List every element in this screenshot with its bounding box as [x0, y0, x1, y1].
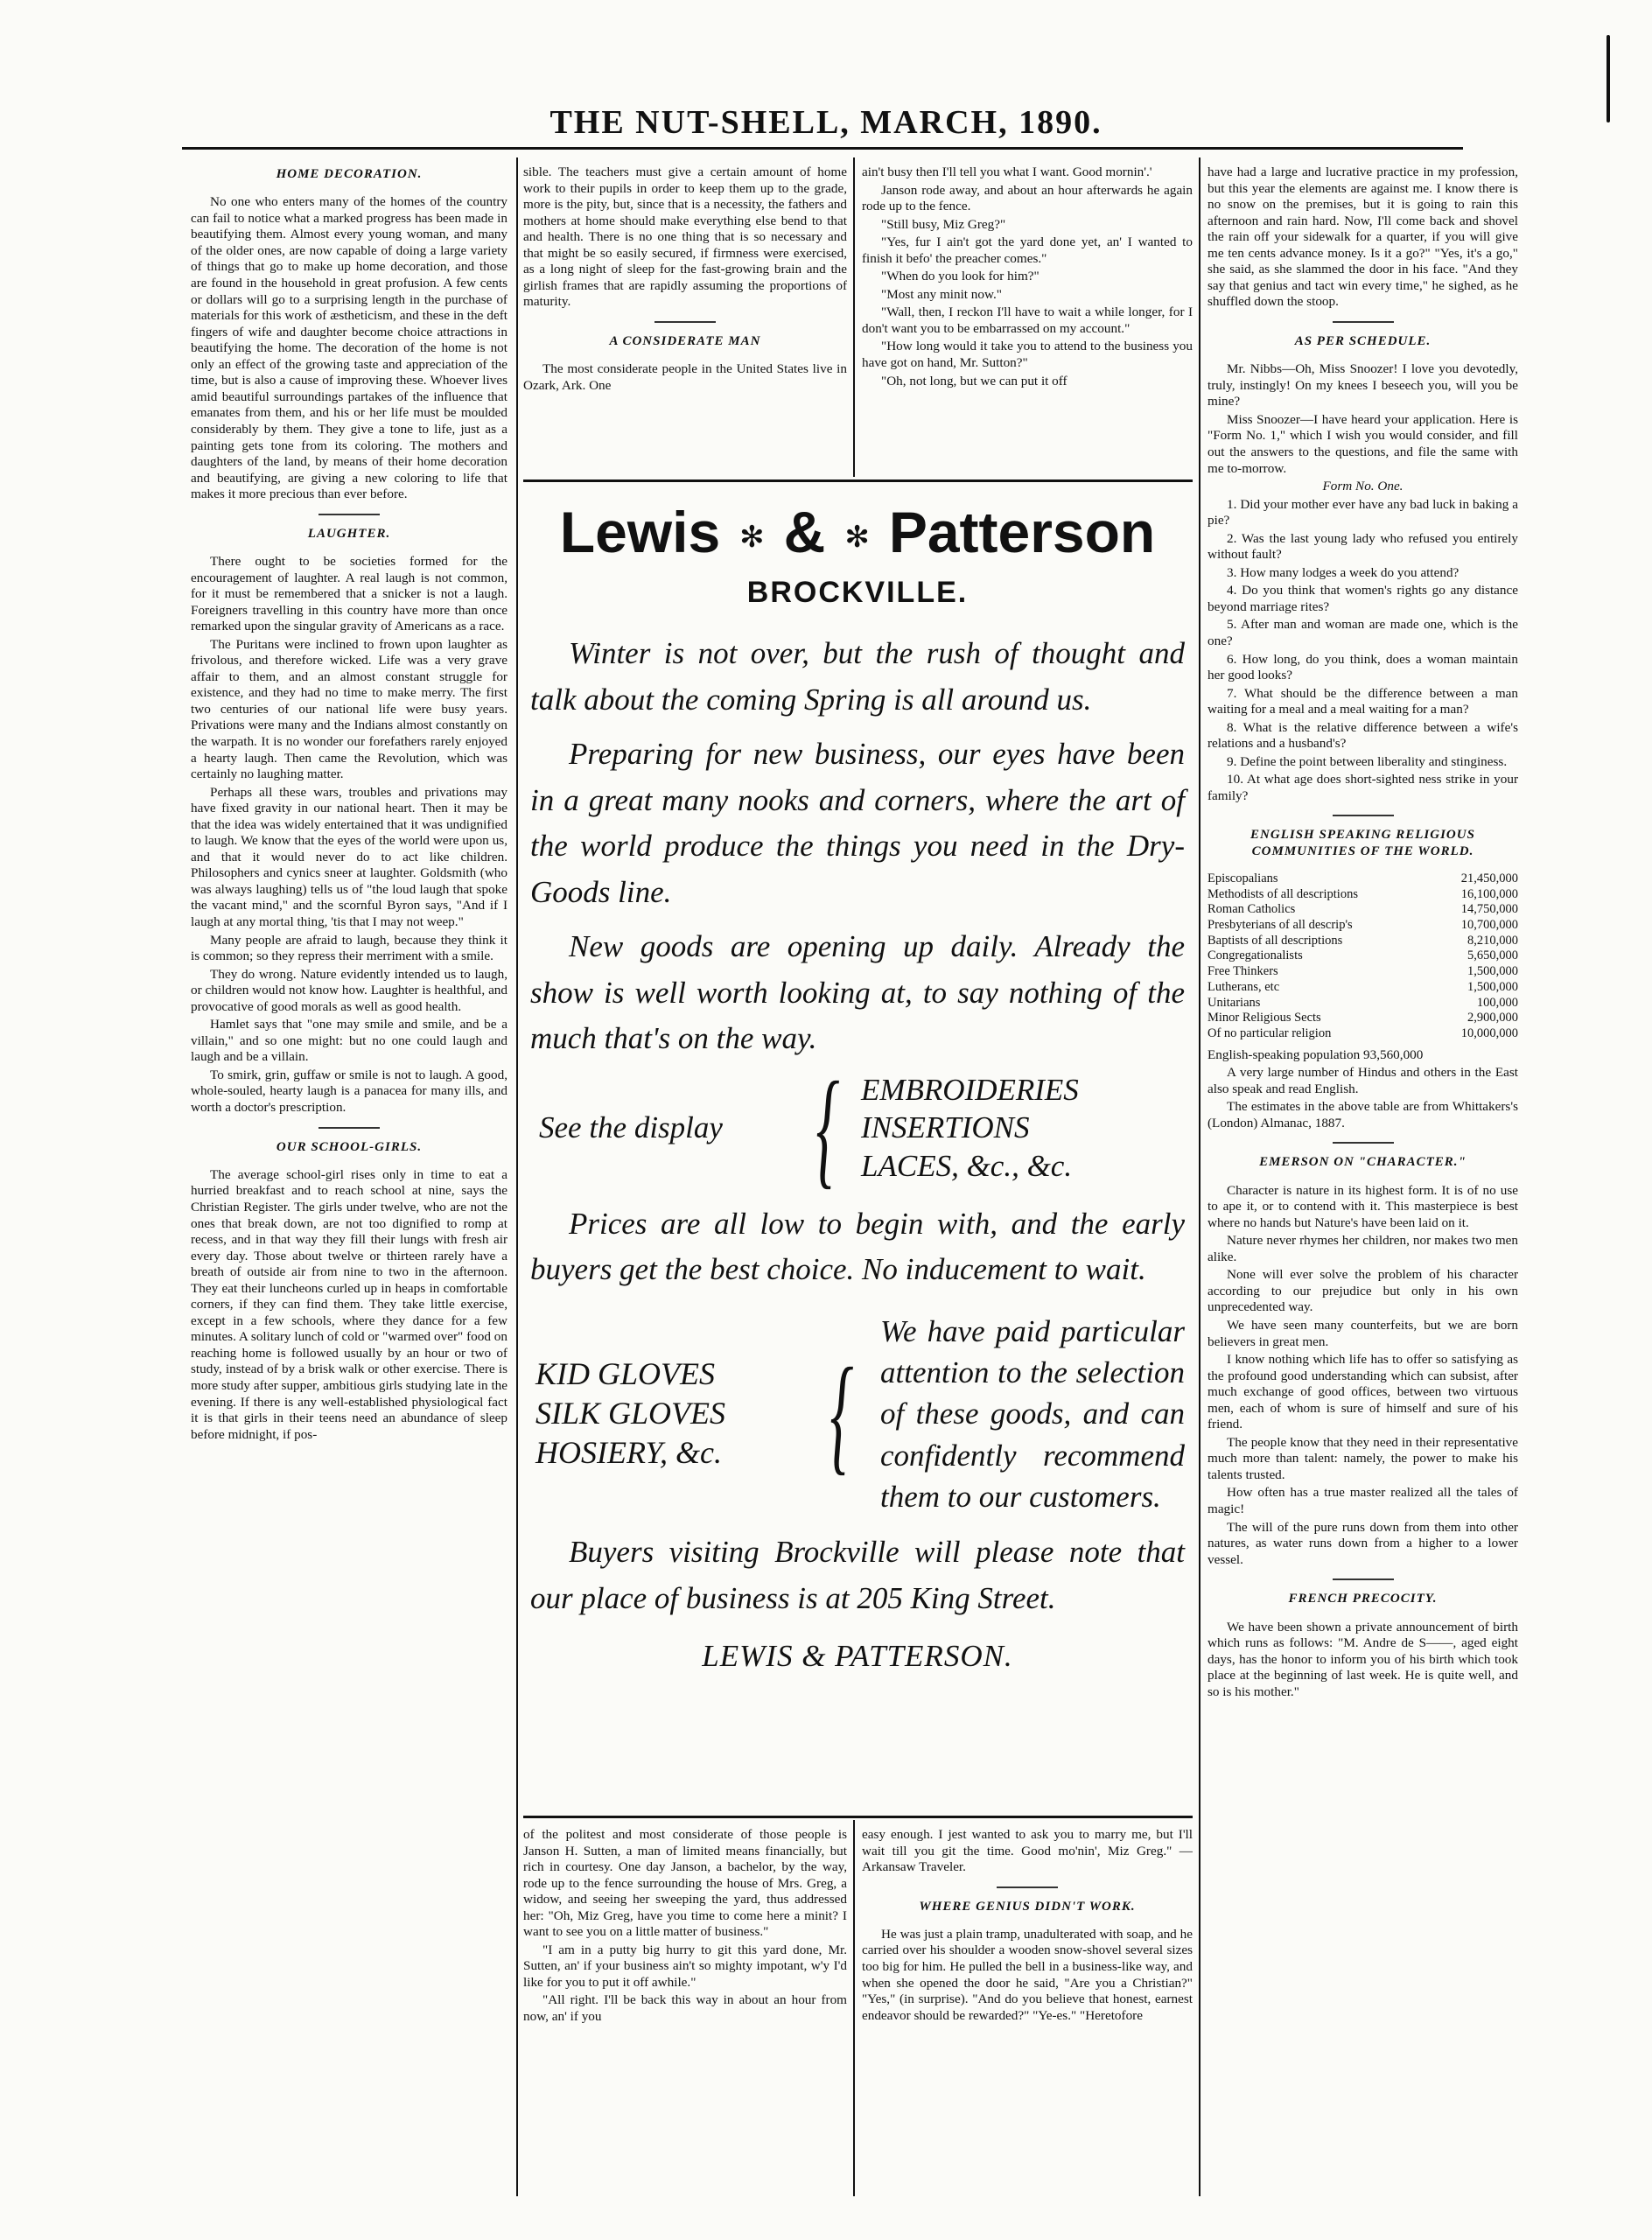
emerson-paragraph: Nature never rhymes her children, nor makes two men alike.: [1208, 1233, 1518, 1264]
column-3-top: [862, 164, 1193, 480]
table-cell: Lutherans, etc: [1208, 979, 1280, 994]
gloves-item: HOSIERY, &c.: [536, 1435, 723, 1471]
laughter-title: LAUGHTER.: [307, 526, 391, 541]
laughter-paragraph: The Puritans were inclined to frown upon laughter as frivolous, and therefore wicked. Life was a very grave affair to them, and an almost constant struggle for existence, and they had no time to make merry. The first two centuries of our national life were busy years. Privations were many and the Indians almost constantly on the warpath. It is no wonder our forefathers rarely enjoyed a hearty laugh. Then came the Revolution, which was certainly no laughing matter.: [191, 636, 508, 782]
ad-title: [525, 499, 1190, 565]
emerson-paragraph: We have seen many counterfeits, but we are born believers in great men.: [1208, 1318, 1518, 1349]
genius-title: WHERE GENIUS DIDN'T WORK.: [919, 1899, 1136, 1914]
schedule-paragraph: Miss Snoozer—I have heard your application. Here is "Form No. 1," which I wish you would consider, and fill out the answers to the questions, and file the same with me to-morrow.: [1208, 411, 1518, 476]
column-4: [1208, 164, 1518, 2203]
table-cell: Episcopalians: [1208, 872, 1278, 886]
table-cell: 5,650,000: [1467, 948, 1518, 963]
column-rule-1: [516, 158, 518, 2196]
ad-paragraph: Preparing for new business, our eyes have been in a great many nooks and corners, where the art of the world produce the things you need in the Dry-Goods line.: [530, 737, 1185, 909]
page-edge-mark: [1606, 35, 1610, 122]
table-cell: 10,700,000: [1460, 918, 1518, 933]
column-rule-2: [853, 158, 855, 477]
schedule-paragraph: Mr. Nibbs—Oh, Miss Snoozer! I love you devotedly, truly, instingly! On my knees I beseech you, will you be mine?: [1208, 361, 1518, 410]
home-decoration-title: HOME DECORATION.: [276, 167, 423, 181]
table-row: [1208, 1026, 1518, 1042]
school-girls-continued: sible. The teachers must give a certain amount of home work to their pupils in order to keep them up to the grade, more is the pity, but, since that is a necessity, the fathers and mothers at home should make everything else bend to that and health. There is no one thing that is so necessary and that might be so easily secured, if firmness were exercised, as a long night of sleep for the fast-growing brain and the girlish frames that are rapidly assuming the proportions of maturity.: [523, 164, 847, 310]
form-question: 8. What is the relative difference between a wife's relations and a husband's?: [1208, 719, 1518, 752]
laughter-paragraph: To smirk, grin, guffaw or smile is not to laugh. A good, whole-souled, hearty laugh is a panacea for many ills, and worth a doctor's prescription.: [191, 1067, 508, 1116]
divider: [1333, 321, 1394, 323]
table-cell: Free Thinkers: [1208, 964, 1278, 979]
form-question: 5. After man and woman are made one, which is the one?: [1208, 617, 1518, 648]
emerson-paragraph: None will ever solve the problem of his character according to our prejudice but only in his own unprecedented way.: [1208, 1267, 1518, 1315]
display-label: See the display: [539, 1110, 723, 1144]
considerate-man-title: A CONSIDERATE MAN: [609, 333, 761, 348]
gloves-item: KID GLOVES: [536, 1356, 715, 1392]
form-question: 7. What should be the difference between a man waiting for a meal and a meal waiting for a man?: [1208, 685, 1518, 718]
home-decoration-text: No one who enters many of the homes of the country can fail to notice what a marked progress has been made in beautifying them. Almost every young woman, and many of the older ones, are now capable of doing a large variety of things that go to make up home decoration, and those are found in the household in great profusion. A few cents or dollars will go to a surprising length in the purchase of materials for this work of æstheticism, and these in the deft fingers of wife and daughter become choice attractions in beautifying the home. The decoration of the home is not only an effect of the growing taste and appreciation of the time, but is also a cause of improving these. Whoever lives amid beautiful surroundings partakes of the influence that emanates from them, and his or her life must be moulded considerably by them. They give a tone to life, just as a painting gets tone from its coloring. The mothers and daughters of the land, by means of their home decoration and beautifying, are giving a new coloring to life that makes it more precious than ever before.: [191, 194, 508, 502]
table-cell: 8,210,000: [1467, 933, 1518, 948]
table-row: [1208, 887, 1518, 903]
divider: [318, 1127, 380, 1129]
ad-paragraph: Winter is not over, but the rush of thought and talk about the coming Spring is all around us.: [530, 636, 1185, 717]
emerson-paragraph: How often has a true master realized all the tales of magic!: [1208, 1485, 1518, 1517]
ad-paragraph: Prices are all low to begin with, and the early buyers get the best choice. No inducement to wait.: [530, 1206, 1185, 1287]
ad-name-right: Patterson: [888, 500, 1156, 564]
genius-text: He was just a plain tramp, unadulterated with soap, and he carried over his shoulder a wooden snow-shovel several sizes too big for him. He pulled the bell in a business-like way, and when she opened the door he said, "Are you a Christian?" "Yes," (in surprise). "And do you believe that honest, earnest endeavor should be rewarded?" "Ye-es." "Heretofore: [862, 1926, 1193, 2023]
table-cell: Congregationalists: [1208, 948, 1303, 963]
table-row: [1208, 872, 1518, 887]
story-text: "Most any minit now.": [881, 286, 1002, 302]
emerson-title: EMERSON ON "CHARACTER.": [1259, 1155, 1466, 1170]
story-text: "When do you look for him?": [881, 269, 1040, 284]
table-cell: Minor Religious Sects: [1208, 1011, 1321, 1026]
table-cell: Roman Catholics: [1208, 902, 1296, 917]
schedule-title: AS PER SCHEDULE.: [1294, 333, 1432, 348]
column-2-bottom: [523, 1827, 847, 2194]
story-text: "Oh, not long, but we can put it off: [881, 373, 1068, 388]
laughter-paragraph: They do wrong. Nature evidently intended us to laugh, or children would not know how. Laughter is healthful, and provocative of good morals as well as good health.: [191, 966, 508, 1014]
gloves-item: SILK GLOVES: [536, 1396, 726, 1432]
genius-continued: have had a large and lucrative practice in my profession, but this year the elements are against me. I know there is no snow on the premises, but it is going to rain this afternoon and rain hard. Now, I'll come back and shovel the rain off your sidewalk for a quarter, if you will give me ten cents advance money. Is it a go?" "Yes, it's a go," she said, as she slammed the door in his face. "And they say that genius and tact win every time," he sighed, as he shuffled down the stoop.: [1208, 164, 1518, 310]
divider: [1333, 815, 1394, 816]
table-cell: Methodists of all descriptions: [1208, 886, 1358, 901]
table-row: [1208, 948, 1518, 964]
emerson-paragraph: The people know that they need in their representative much more than talent: namely, the power to make his talents trusted.: [1208, 1434, 1518, 1482]
table-cell: Presbyterians of all descrip's: [1208, 918, 1353, 933]
story-text: easy enough. I jest wanted to ask you to marry me, but I'll wait till you git the time. Good mo'nin', Miz Greg." —Arkansaw Traveler.: [862, 1827, 1193, 1875]
lewis-patterson-advertisement: [525, 490, 1190, 1802]
display-item: INSERTIONS: [861, 1110, 1030, 1145]
brace-icon: {: [830, 1340, 854, 1487]
table-cell: Baptists of all descriptions: [1208, 933, 1343, 948]
brace-icon: {: [816, 1055, 840, 1201]
table-cell: 100,000: [1476, 995, 1518, 1010]
column-1: [191, 159, 508, 2202]
story-text: "Yes, fur I ain't got the yard done yet, an' I wanted to finish it befo' the preacher comes.": [862, 234, 1193, 266]
population-line: English-speaking population 93,560,000: [1208, 1046, 1424, 1062]
religious-table: [1208, 872, 1518, 1042]
school-girls-text: The average school-girl rises only in time to eat a hurried breakfast and to reach school at nine, says the Christian Register. The girls under twelve, who are not the ones that break down, are not too dignified to romp at recess, and in that way they fill their lungs with fresh air every day. Those about twelve or thirteen rarely have a breath of outside air from nine to two in the afternoon. They eat their luncheons curled up in heaps in comfortable corners, if they can find them. They take little exercise, except in a few schools, where they dance for a few minutes. A solitary lunch of cold or "warmed over" food on reaching home is followed usually by an hour or two of study, instead of by a brisk walk or other exercise. There is more study after supper, ambitious girls studying late in the evening. If there is any well-established physiological fact it is that girls in their teens need an abundance of sleep before midnight, if pos-: [191, 1166, 508, 1442]
laughter-paragraph: Hamlet says that "one may smile and smile, and be a villain," and so one might: but no one could laugh and laugh and be a villain.: [191, 1017, 508, 1065]
table-cell: Unitarians: [1208, 995, 1261, 1010]
table-cell: 2,900,000: [1467, 1011, 1518, 1026]
french-precocity-text: We have been shown a private announcement of birth which runs as follows: "M. Andre de S——, aged eight days, has the honor to inform you of his birth which took place at the beginning of last week. He is quite well, and so is his mother.": [1208, 1619, 1518, 1699]
divider: [654, 321, 716, 323]
column-2-top: [523, 164, 847, 480]
story-text: ain't busy then I'll tell you what I want. Good mornin'.': [862, 164, 1152, 179]
form-question: 10. At what age does short-sighted ness strike in your family?: [1208, 772, 1518, 803]
story-text: "I am in a putty big hurry to git this yard done, Mr. Sutten, an' if your business ain't so mighty impotant, w'y I'd like for you to put it off awhile.": [523, 1942, 847, 1990]
table-cell: 10,000,000: [1460, 1026, 1518, 1040]
table-cell: 16,100,000: [1460, 886, 1518, 901]
ad-top-rule: [523, 480, 1193, 482]
table-row: [1208, 918, 1518, 934]
gloves-list: [530, 1354, 816, 1473]
laughter-paragraph: Many people are afraid to laugh, because they think it is common; so they repress their merriment with a smile.: [191, 932, 508, 964]
star-icon: ✻: [844, 520, 870, 554]
column-rule-3: [1199, 158, 1200, 2196]
table-row: [1208, 964, 1518, 980]
divider: [997, 1886, 1058, 1888]
considerate-man-text: The most considerate people in the United States live in Ozark, Ark. One: [523, 361, 847, 393]
table-row: [1208, 980, 1518, 996]
story-text: Janson rode away, and about an hour afterwards he again rode up to the fence.: [862, 182, 1193, 214]
table-row: [1208, 996, 1518, 1012]
ad-name-left: Lewis: [559, 500, 721, 564]
form-question: 9. Define the point between liberality and stinginess.: [1227, 753, 1508, 769]
table-cell: 14,750,000: [1460, 902, 1518, 917]
table-row: [1208, 902, 1518, 918]
ad-paragraph: Buyers visiting Brockville will please note that our place of business is at 205 King Street.: [530, 1535, 1185, 1615]
religious-note: The estimates in the above table are from Whittakers's (London) Almanac, 1887.: [1208, 1099, 1518, 1130]
ad-bottom-rule: [523, 1816, 1193, 1818]
story-text: "How long would it take you to attend to the business you have got on hand, Mr. Sutton?": [862, 339, 1193, 371]
column-rule-4: [853, 1820, 855, 2196]
story-text: "All right. I'll be back this way in about an hour from now, an' if you: [523, 1992, 847, 2025]
star-icon: ✻: [739, 520, 765, 554]
table-cell: 21,450,000: [1460, 872, 1518, 886]
gloves-section: [530, 1311, 1185, 1517]
divider: [318, 514, 380, 515]
ad-signature: LEWIS & PATTERSON.: [702, 1639, 1013, 1673]
religious-title: ENGLISH SPEAKING RELIGIOUS COMMUNITIES OF THE WORLD.: [1250, 828, 1475, 858]
ad-body: [525, 631, 1190, 1680]
school-girls-title: OUR SCHOOL-GIRLS.: [276, 1139, 423, 1154]
french-precocity-title: FRENCH PRECOCITY.: [1288, 1592, 1438, 1606]
table-cell: 1,500,000: [1467, 964, 1518, 979]
masthead-rule: [182, 147, 1463, 150]
column-3-bottom: [862, 1827, 1193, 2194]
divider: [1333, 1142, 1394, 1144]
display-list: [530, 1055, 1185, 1201]
emerson-paragraph: Character is nature in its highest form. It is of no use to ape it, or to contend with it. This masterpiece is best where no hands but Nature's have been laid on it.: [1208, 1182, 1518, 1230]
display-items: [861, 1071, 1079, 1186]
emerson-paragraph: The will of the pure runs down from them into other natures, as water runs down from a higher to a lower vessel.: [1208, 1519, 1518, 1567]
story-text: "Still busy, Miz Greg?": [881, 216, 1006, 232]
form-question: 4. Do you think that women's rights go any distance beyond marriage rites?: [1208, 583, 1518, 614]
table-row: [1208, 1011, 1518, 1026]
masthead: THE NUT-SHELL, MARCH, 1890.: [550, 104, 1102, 141]
ad-paragraph: New goods are opening up daily. Already the show is well worth looking at, to say nothing of the much that's on the way.: [530, 929, 1185, 1055]
gloves-note: We have paid particular attention to the selection of these goods, and can confidently recommend them to our customers.: [880, 1313, 1185, 1514]
form-question: 3. How many lodges a week do you attend?: [1227, 564, 1460, 580]
story-text: "Wall, then, I reckon I'll have to wait a while longer, for I don't want you to be embarrassed on my account.": [862, 304, 1193, 336]
religious-note: A very large number of Hindus and others in the East also speak and read English.: [1208, 1065, 1518, 1096]
ad-ampersand: &: [783, 500, 826, 564]
table-cell: Of no particular religion: [1208, 1026, 1332, 1040]
form-question: 1. Did your mother ever have any bad luck in baking a pie?: [1208, 496, 1518, 528]
display-item: EMBROIDERIES: [861, 1072, 1079, 1107]
table-cell: 1,500,000: [1467, 979, 1518, 994]
divider: [1333, 1578, 1394, 1580]
form-question: 2. Was the last young lady who refused you entirely without fault?: [1208, 530, 1518, 563]
form-question: 6. How long, do you think, does a woman maintain her good looks?: [1208, 651, 1518, 683]
emerson-paragraph: I know nothing which life has to offer so satisfying as the profound good understanding which can subsist, after much exchange of good offices, between two virtuous men, each of whom is sure of himself and sure of his friend.: [1208, 1352, 1518, 1432]
laughter-paragraph: There ought to be societies formed for the encouragement of laughter. A real laugh is not common, for it must be remembered that a snicker is not a laugh. Foreigners travelling in this country have more than once remarked upon the singular gravity of Americans as a race.: [191, 553, 508, 634]
considerate-man-continued: of the politest and most considerate of those people is Janson H. Sutten, a man of limited means financially, but rich in courtesy. One day Janson, a bachelor, by the way, rode up to the fence surrounding the house of Mrs. Greg, a widow, and seeing her sweeping the yard, thus addressed her: "Oh, Miz Greg, have you time to come here a minit? I want to see you on a little matter of business.": [523, 1827, 847, 1940]
display-item: LACES, &c., &c.: [861, 1149, 1073, 1183]
form-label: Form No. One.: [1322, 479, 1404, 494]
ad-city: BROCKVILLE.: [746, 576, 969, 609]
laughter-paragraph: Perhaps all these wars, troubles and privations may have fixed gravity in our national heart. Then it may be that the idea was widely entertained that it was undignified to laugh. We know that the eyes of the world were upon us, and that it would never do to act like children. Philosophers and cynics sneer at laughter. Goldsmith (who was always laughing) tells us of "the loud laugh that spoke the vacant mind," and the scornful Byron says, "And if I laugh at any mortal thing, 'tis that I may not weep.": [191, 784, 508, 930]
table-row: [1208, 934, 1518, 949]
